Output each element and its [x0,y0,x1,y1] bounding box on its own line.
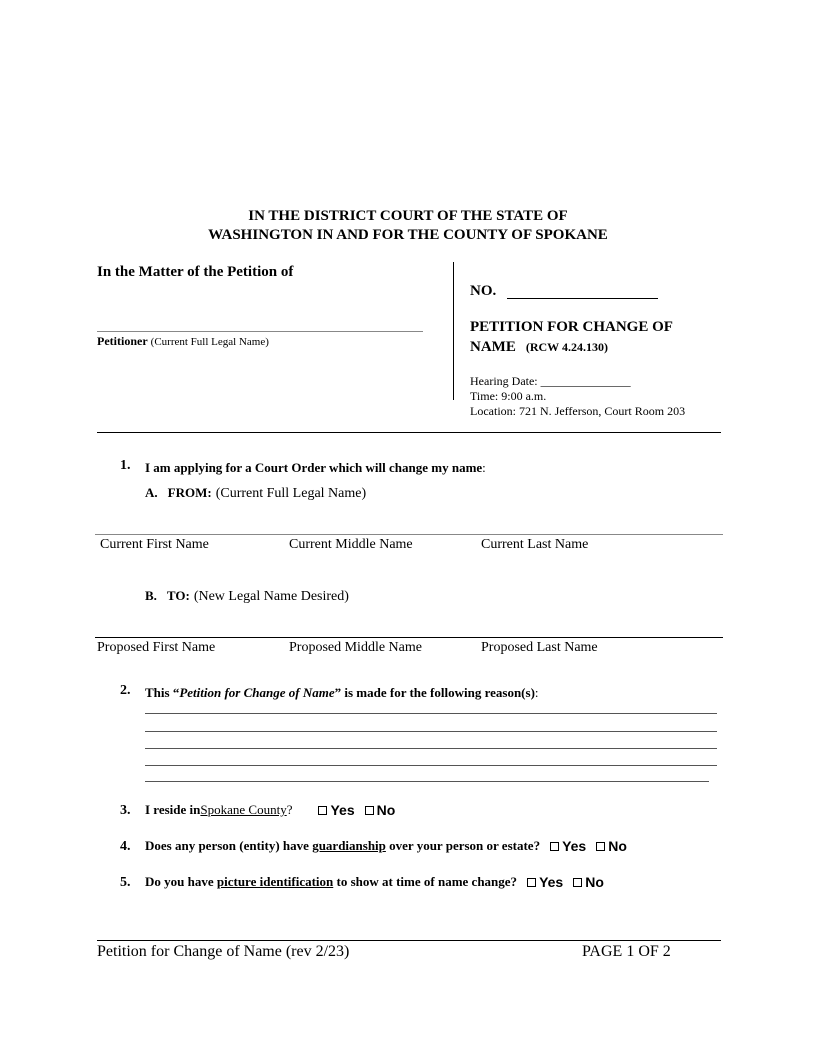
section5-post: to show at time of name change? [333,874,518,889]
section2-post: ” is made for the following reason(s) [334,685,535,700]
proposed-name-line[interactable] [95,637,723,638]
proposed-middle-label: Proposed Middle Name [289,640,422,655]
section5-yes-option[interactable] [527,874,563,890]
current-name-line[interactable] [95,534,723,535]
document-title-line2 [470,338,608,356]
court-heading-line2: WASHINGTON IN AND FOR THE COUNTY OF SPOKANE [208,227,608,243]
section4-pre: Does any person (entity) have [145,838,313,853]
checkbox-icon[interactable] [365,806,374,815]
court-heading [0,207,816,245]
section4-number: 4. [120,839,131,854]
case-number-line[interactable] [507,298,658,299]
checkbox-icon[interactable] [596,842,605,851]
caption-bottom-rule [97,432,721,433]
proposed-last-label: Proposed Last Name [481,640,598,655]
section5-no-option[interactable] [573,874,604,890]
section1-colon: : [482,460,486,475]
court-heading-line1: IN THE DISTRICT COURT OF THE STATE OF [248,208,568,224]
from-row [145,484,366,502]
section2-question [145,684,539,702]
to-label: TO: [166,588,190,603]
petitioner-hint: (Current Full Legal Name) [150,336,269,348]
section3-county: Spokane County [200,802,287,817]
to-letter: B. [145,588,157,603]
to-hint: (New Legal Name Desired) [193,589,349,604]
from-label: FROM: [167,485,212,500]
checkbox-icon[interactable] [573,878,582,887]
section4-question [145,838,627,854]
section3-no-option[interactable] [365,802,396,818]
section4-no-option[interactable] [596,838,627,854]
section1-number: 1. [120,458,131,473]
from-letter: A. [145,485,158,500]
section3-yes-option[interactable] [318,802,354,818]
section3-yes-label: Yes [330,802,355,818]
section1-question [145,459,486,477]
rcw-citation: (RCW 4.24.130) [525,340,608,354]
checkbox-icon[interactable] [550,842,559,851]
document-title-line1: PETITION FOR CHANGE OF [470,319,673,335]
section5-question [145,874,604,890]
petitioner-label-row [97,334,269,349]
section3-no-label: No [376,802,396,818]
hearing-location: Location: 721 N. Jefferson, Court Room 203 [470,404,686,418]
reason-line-5[interactable] [145,781,709,782]
footer-form-name: Petition for Change of Name (rev 2/23) [97,943,350,960]
case-number-label: NO. [470,283,497,299]
document-title-name: NAME [470,339,516,355]
hearing-date-field[interactable]: _______________ [540,374,631,388]
reason-line-4[interactable] [145,765,717,766]
reason-line-1[interactable] [145,713,717,714]
section2-number: 2. [120,683,131,698]
checkbox-icon[interactable] [527,878,536,887]
from-hint: (Current Full Legal Name) [215,486,367,501]
section3-post: ? [286,802,293,817]
section3-pre: I reside in [145,802,201,817]
current-first-label: Current First Name [100,537,209,552]
petitioner-label: Petitioner [97,334,148,348]
section5-picture-id: picture identification [216,874,334,889]
section5-number: 5. [120,875,131,890]
section2-italic: Petition for Change of Name [179,685,335,700]
footer-rule [97,940,721,941]
petitioner-name-line[interactable] [97,331,423,332]
reason-line-3[interactable] [145,748,717,749]
matter-label: In the Matter of the Petition of [97,264,294,280]
section3-question [145,802,395,818]
section2-colon: : [534,685,539,700]
section4-guardianship: guardianship [312,838,386,853]
current-last-label: Current Last Name [481,537,589,552]
section5-pre: Do you have [145,874,217,889]
section5-yes-label: Yes [539,874,564,890]
checkbox-icon[interactable] [318,806,327,815]
section4-yes-option[interactable] [550,838,586,854]
section1-text: I am applying for a Court Order which will change my name [145,460,483,475]
section4-no-label: No [608,838,627,854]
hearing-date-label: Hearing Date: [470,374,538,388]
reason-line-2[interactable] [145,731,717,732]
proposed-first-label: Proposed First Name [97,640,216,655]
hearing-date [470,374,631,389]
footer-page-number: PAGE 1 OF 2 [582,943,671,960]
section2-pre: This “ [145,685,180,700]
current-middle-label: Current Middle Name [289,537,413,552]
section3-number: 3. [120,803,131,818]
section4-post: over your person or estate? [385,838,541,853]
hearing-time: Time: 9:00 a.m. [470,389,547,403]
to-row [145,587,349,605]
section5-no-label: No [585,874,604,890]
section4-yes-label: Yes [562,838,587,854]
caption-divider [453,262,454,400]
